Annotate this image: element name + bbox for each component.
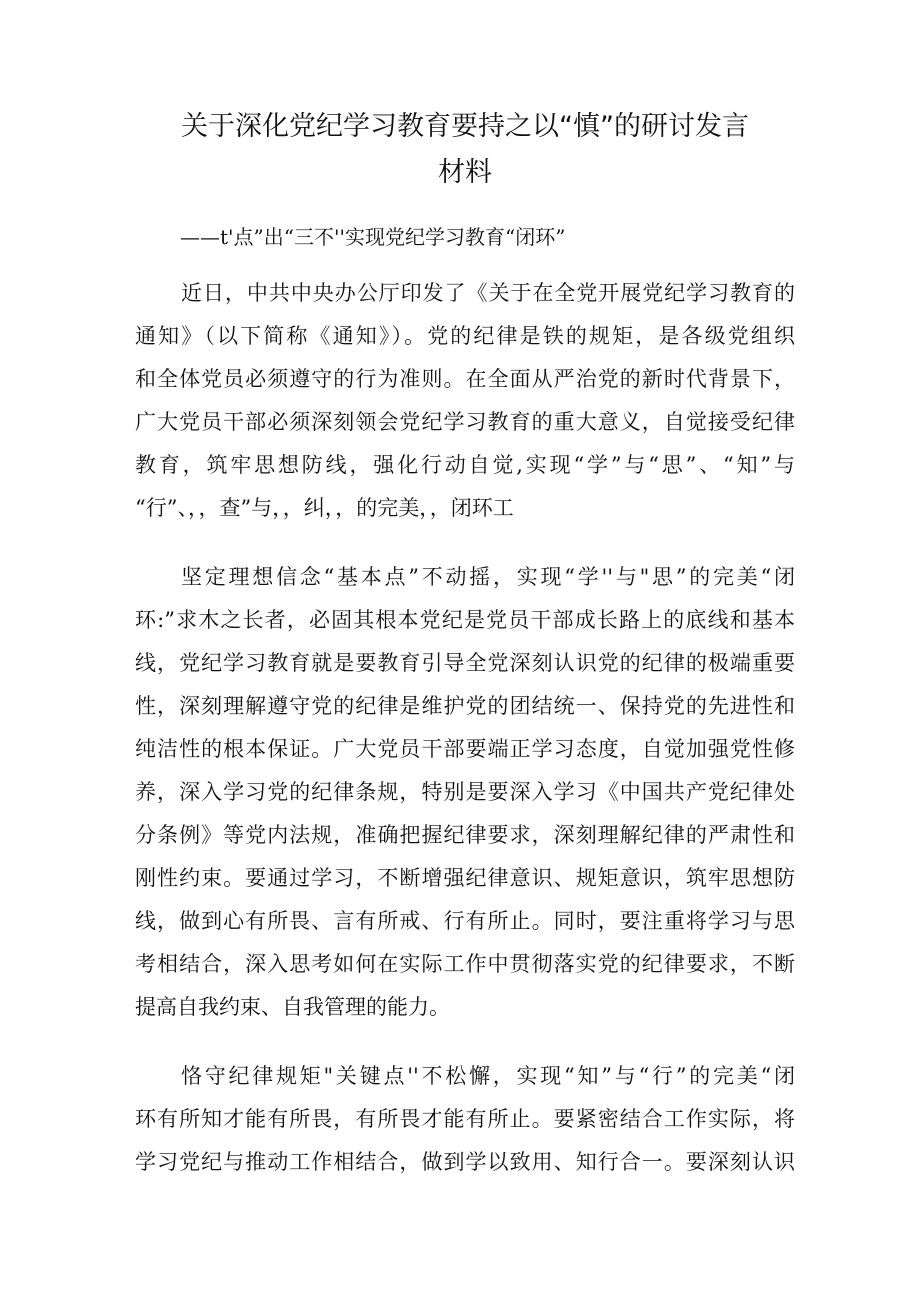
text-line: 教育，筑牢思想防线，强化行动自觉,实现“学”与“思”、“知”与 [135, 453, 795, 477]
document-body [135, 272, 795, 1210]
text-line: 通知》（以下简称《通知》）。党的纪律是铁的规矩，是各级党组织 [135, 324, 795, 348]
text-line: 纯洁性的根本保证。广大党员干部要端正学习态度，自觉加强党性修 [135, 737, 795, 761]
text-line: 广大党员干部必须深刻领会党纪学习教育的重大意义，自觉接受纪律 [135, 410, 795, 434]
document-subtitle: ——t'点”出“三不''实现党纪学习教育“闭环” [180, 225, 566, 249]
text-line: 性，深刻理解遵守党的纪律是维护党的团结统一、保持党的先进性和 [135, 694, 795, 718]
text-line: 线，做到心有所畏、言有所戒、行有所止。同时，要注重将学习与思 [135, 909, 795, 933]
text-line: 近日，中共中央办公厅印发了《关于在全党开展党纪学习教育的 [181, 281, 795, 305]
text-line: 恪守纪律规矩"关键点''不松懈，实现“知”与“行”的完美“闭 [181, 1064, 795, 1088]
text-line: “行”、，，查”与，，纠，，的完美，，闭环工 [135, 496, 514, 520]
text-line: 分条例》等党内法规，准确把握纪律要求，深刻理解纪律的严肃性和 [135, 823, 795, 847]
text-line: 环有所知才能有所畏，有所畏才能有所止。要紧密结合工作实际，将 [135, 1107, 795, 1131]
text-line: 刚性约束。要通过学习，不断增强纪律意识、规矩意识，筑牢思想防 [135, 866, 795, 890]
paragraph-3 [135, 1055, 795, 1184]
paragraph-1 [135, 272, 795, 530]
paragraph-2 [135, 556, 795, 1029]
text-line: 养，深入学习党的纪律条规，特别是要深入学习《中国共产党纪律处 [135, 780, 795, 804]
title-line-2: 材料 [438, 157, 492, 188]
document-title [120, 104, 810, 196]
text-line: 坚定理想信念“基本点”不动摇，实现“学''与"思”的完美“闭 [181, 565, 795, 589]
title-line-1: 关于深化党纪学习教育要持之以“慎”的研讨发言 [181, 111, 749, 142]
text-line: 和全体党员必须遵守的行为准则。在全面从严治党的新时代背景下， [135, 367, 795, 391]
text-line: 提高自我约束、自我管理的能力。 [135, 995, 450, 1019]
text-line: 考相结合，深入思考如何在实际工作中贯彻落实党的纪律要求，不断 [135, 952, 795, 976]
text-line: 学习党纪与推动工作相结合，做到学以致用、知行合一。要深刻认识 [135, 1150, 795, 1174]
text-line: 线，党纪学习教育就是要教育引导全党深刻认识党的纪律的极端重要 [135, 651, 795, 675]
text-line: 环:”求木之长者，必固其根本党纪是党员干部成长路上的底线和基本 [135, 608, 795, 632]
